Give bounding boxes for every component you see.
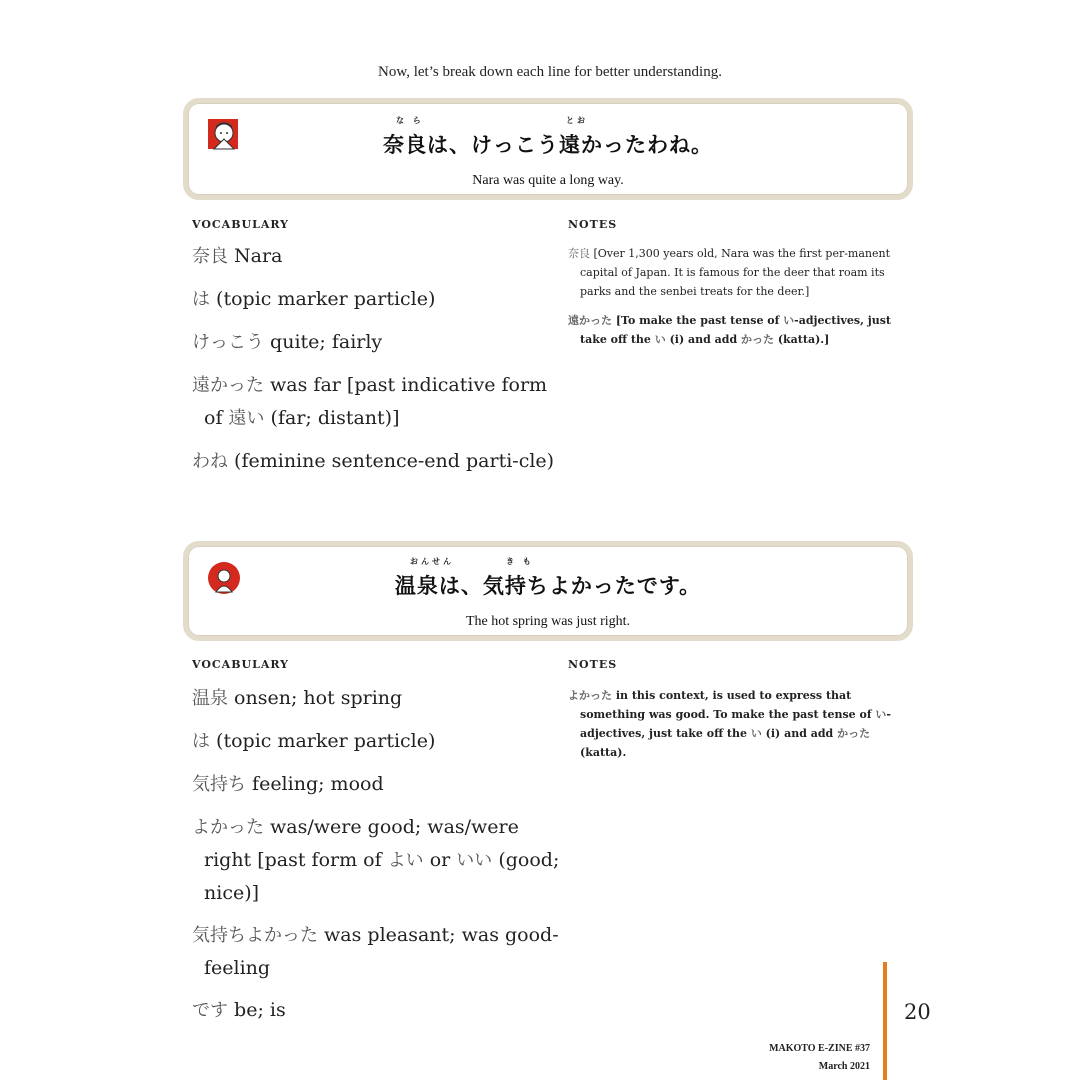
furigana-onsen: おんせん (410, 557, 454, 566)
notes-list (568, 244, 908, 359)
vocabulary-list (192, 682, 562, 1037)
japanese-sentence: 温泉は、気持ちよかったです。 (394, 574, 702, 598)
furigana-too: とお (566, 116, 588, 125)
furigana-kimo: き も (506, 557, 534, 566)
vocab-entry: 奈良 Nara (192, 245, 283, 267)
dialog-box-line-1 (183, 98, 913, 200)
vocab-entry: は (topic marker particle) (192, 730, 436, 752)
notes-heading: NOTES (568, 218, 618, 231)
zine-title: MAKOTO E-ZINE #37 (769, 1043, 870, 1054)
notes-list (568, 686, 908, 772)
furigana-nara: な ら (396, 116, 424, 125)
vocab-entry: です be; is (192, 999, 286, 1021)
japanese-sentence: 奈良は、けっこう遠かったわね。 (383, 133, 713, 157)
vocabulary-heading: VOCABULARY (192, 218, 290, 231)
vocab-entry: は (topic marker particle) (192, 288, 436, 310)
vocab-entry: 気持ちよかった was pleasant; was good-feeling (192, 924, 559, 979)
vocabulary-heading: VOCABULARY (192, 658, 290, 671)
page-number: 20 (904, 1000, 931, 1024)
note-entry: 遠かった [To make the past tense of い-adjectives, just take off the い (i) and add かった (katta).] (568, 314, 891, 346)
english-translation: Nara was quite a long way. (472, 173, 624, 188)
dialog-box-line-2 (183, 541, 913, 641)
english-translation: The hot spring was just right. (465, 614, 631, 629)
intro-text: Now, let’s break down each line for better understanding. (378, 64, 722, 80)
page-accent-bar (883, 962, 887, 1080)
vocabulary-list (192, 240, 562, 488)
vocab-entry: わね (feminine sentence-end parti-cle) (192, 450, 555, 472)
vocab-entry: 気持ち feeling; mood (192, 773, 384, 795)
zine-date: March 2021 (818, 1061, 870, 1072)
notes-heading: NOTES (568, 658, 618, 671)
vocab-entry: けっこう quite; fairly (192, 331, 383, 353)
vocab-entry: よかった was/were good; was/were right [past form of よい or いい (good; nice)] (192, 816, 560, 904)
note-entry: 奈良 [Over 1,300 years old, Nara was the first per-manent capital of Japan. It is famous for the deer that roam its parks and the senbei treats for the deer.] (568, 247, 891, 298)
note-entry: よかった in this context, is used to express that something was good. To make the past tense of い-adjectives, just take off the い (i) and add かった (katta). (568, 689, 891, 759)
vocab-entry: 温泉 onsen; hot spring (192, 687, 403, 709)
vocab-entry: 遠かった was far [past indicative form of 遠い (far; distant)] (192, 374, 548, 429)
zine-info (700, 1040, 870, 1076)
